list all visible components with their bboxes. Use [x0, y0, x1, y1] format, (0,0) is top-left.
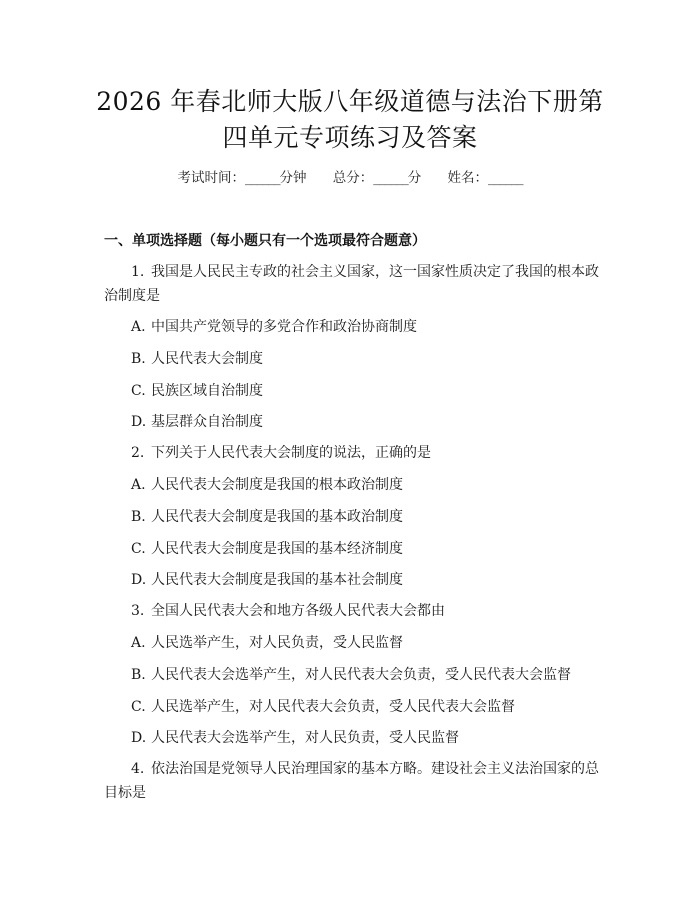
option-letter: A.	[131, 319, 146, 335]
option-letter: C.	[131, 541, 146, 557]
option-text: 人民代表大会选举产生，对人民负责，受人民监督	[151, 730, 459, 746]
option-text: 人民代表大会制度是我国的基本社会制度	[151, 572, 403, 588]
section-heading: 一、单项选择题（每小题只有一个选项最符合题意）	[104, 233, 426, 249]
option-letter: A.	[131, 477, 146, 493]
student-name-blank: ______	[488, 170, 523, 186]
question-stem-text: 依法治国是党领导人民治理国家的基本方略。建设社会主义法治国家的总	[151, 761, 599, 777]
question-2-option-a[interactable]	[131, 475, 403, 495]
option-text: 人民选举产生，对人民代表大会负责，受人民代表大会监督	[151, 699, 515, 715]
question-3-stem	[131, 601, 445, 621]
question-4-stem-continued: 目标是	[104, 785, 146, 801]
option-letter: C.	[131, 699, 146, 715]
option-letter: A.	[131, 635, 146, 651]
option-letter: B.	[131, 509, 146, 525]
question-1-option-a[interactable]	[131, 317, 417, 337]
question-4-stem	[131, 759, 599, 779]
exam-time-unit: 分钟	[279, 170, 307, 186]
option-text: 中国共产党领导的多党合作和政治协商制度	[151, 319, 417, 335]
option-text: 人民代表大会选举产生，对人民代表大会负责，受人民代表大会监督	[151, 667, 571, 683]
option-text: 基层群众自治制度	[151, 414, 263, 430]
question-stem-text: 全国人民代表大会和地方各级人民代表大会都由	[151, 603, 445, 619]
question-number: 1.	[131, 264, 145, 280]
option-text: 人民代表大会制度是我国的基本政治制度	[151, 509, 403, 525]
total-score-unit: 分	[407, 170, 422, 186]
question-number: 2.	[131, 445, 145, 461]
question-number: 3.	[131, 603, 145, 619]
student-name	[448, 170, 523, 186]
exam-time	[177, 170, 306, 186]
option-text: 民族区域自治制度	[151, 383, 263, 399]
option-letter: C.	[131, 383, 146, 399]
question-2-option-c[interactable]	[131, 539, 403, 559]
option-text: 人民代表大会制度	[151, 351, 263, 367]
option-text: 人民选举产生，对人民负责，受人民监督	[151, 635, 403, 651]
total-score	[333, 170, 422, 186]
question-3-option-b[interactable]	[131, 665, 571, 685]
document-title-line-1: 2026 年春北师大版八年级道德与法治下册第	[96, 87, 604, 116]
question-1-stem-continued: 治制度是	[104, 288, 160, 304]
question-1-option-b[interactable]	[131, 349, 263, 369]
question-number: 4.	[131, 761, 145, 777]
student-name-label: 姓名：	[447, 170, 489, 186]
total-score-blank: ______	[373, 170, 408, 186]
exam-time-blank: ______	[244, 170, 280, 186]
question-3-option-d[interactable]	[131, 728, 459, 748]
total-score-label: 总分：	[332, 170, 374, 186]
exam-meta	[0, 168, 700, 188]
question-1-option-c[interactable]	[131, 381, 263, 401]
question-stem-text: 下列关于人民代表大会制度的说法，正确的是	[151, 445, 431, 461]
option-letter: D.	[131, 414, 147, 430]
question-2-option-b[interactable]	[131, 507, 403, 527]
question-stem-text: 我国是人民民主专政的社会主义国家，这一国家性质决定了我国的根本政	[151, 264, 599, 280]
question-1-option-d[interactable]	[131, 412, 263, 432]
question-3-option-a[interactable]	[131, 633, 403, 653]
option-letter: B.	[131, 351, 146, 367]
question-1-stem	[131, 262, 599, 282]
option-text: 人民代表大会制度是我国的基本经济制度	[151, 541, 403, 557]
option-text: 人民代表大会制度是我国的根本政治制度	[151, 477, 403, 493]
exam-time-label: 考试时间：	[177, 170, 245, 186]
question-2-stem	[131, 443, 431, 463]
option-letter: D.	[131, 572, 147, 588]
document-title-line-2: 四单元专项练习及答案	[222, 123, 478, 152]
option-letter: B.	[131, 667, 146, 683]
question-2-option-d[interactable]	[131, 570, 403, 590]
question-3-option-c[interactable]	[131, 697, 515, 717]
option-letter: D.	[131, 730, 147, 746]
